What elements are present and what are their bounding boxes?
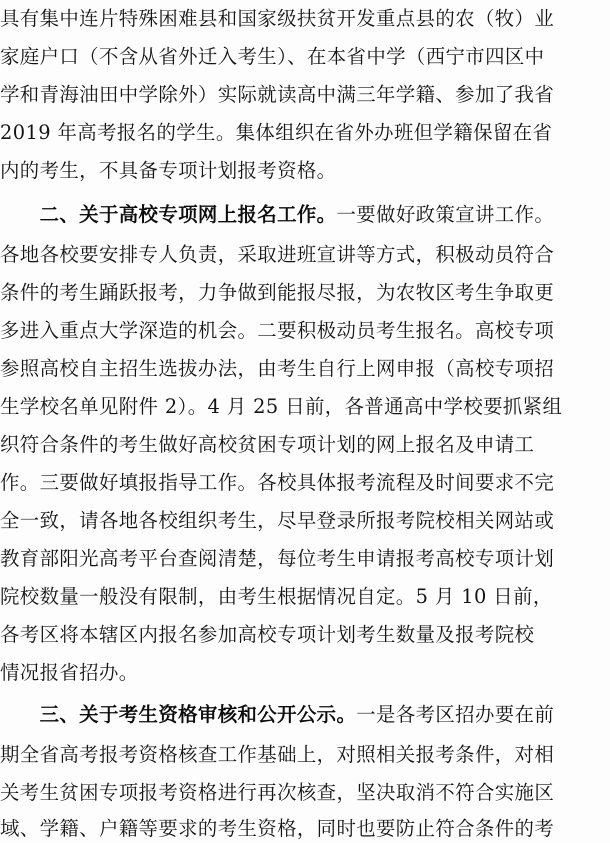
text-line-9: 多进入重点大学深造的机会。二要积极动员考生报名。高校专项 <box>0 319 555 342</box>
text-line-15: 教育部阳光高考平台查阅清楚，每位考生申请报考高校专项计划 <box>0 547 555 570</box>
text-line-1: 具有集中连片特殊困难县和国家级扶贫开发重点县的农（牧）业 <box>0 7 555 30</box>
text-line-4: 2019 年高考报名的学生。集体组织在省外办班但学籍保留在省 <box>0 121 553 144</box>
text-line-5: 内的考生，不具备专项计划报考资格。 <box>0 159 337 182</box>
text-line-11: 生学校名单见附件 2）。4 月 25 日前，各普通高中学校要抓紧组 <box>0 395 563 418</box>
text-line-10: 参照高校自主招生选拔办法，由考生自行上网申报（高校专项招 <box>0 357 555 380</box>
text-line-2: 家庭户口（不含从省外迁入考生）、在本省中学（西宁市四区中 <box>0 45 545 68</box>
text-line-14: 全一致，请各地各校组织考生，尽早登录所报考院校相关网站或 <box>0 509 555 532</box>
text-line-17: 各考区将本辖区内报名参加高校专项计划考生数量及报考院校 <box>0 623 535 646</box>
text-line-16: 院校数量一般没有限制，由考生根据情况自定。5 月 10 日前， <box>0 585 553 608</box>
text-line-22: 域、学籍、户籍等要求的考生资格，同时也要防止符合条件的考 <box>0 817 555 840</box>
text-line-3: 学和青海油田中学除外）实际就读高中满三年学籍、参加了我省 <box>0 83 555 106</box>
section-two-heading-line: 二、关于高校专项网上报名工作。一要做好政策宣讲工作。 <box>0 203 555 226</box>
text-line-7: 各地各校要安排专人负责，采取进班宣讲等方式，积极动员符合 <box>0 243 555 266</box>
text-line-12: 织符合条件的考生做好高校贫困专项计划的网上报名及申请工 <box>0 433 535 456</box>
section-two-heading: 二、关于高校专项网上报名工作。 <box>0 203 337 226</box>
text-line-20: 期全省高考报考资格核查工作基础上，对照相关报考条件，对相 <box>0 743 555 766</box>
text-line-18: 情况报省招办。 <box>0 661 139 684</box>
section-three-heading-line: 三、关于考生资格审核和公开公示。一是各考区招办要在前 <box>0 703 555 726</box>
section-three-heading: 三、关于考生资格审核和公开公示。 <box>0 703 357 726</box>
text-line-13: 作。三要做好填报指导工作。各校具体报考流程及时间要求不完 <box>0 471 555 494</box>
text-line-21: 关考生贫困专项报考资格进行再次核查，坚决取消不符合实施区 <box>0 781 555 804</box>
text-line-8: 条件的考生踊跃报考，力争做到能报尽报，为农牧区考生争取更 <box>0 281 555 304</box>
